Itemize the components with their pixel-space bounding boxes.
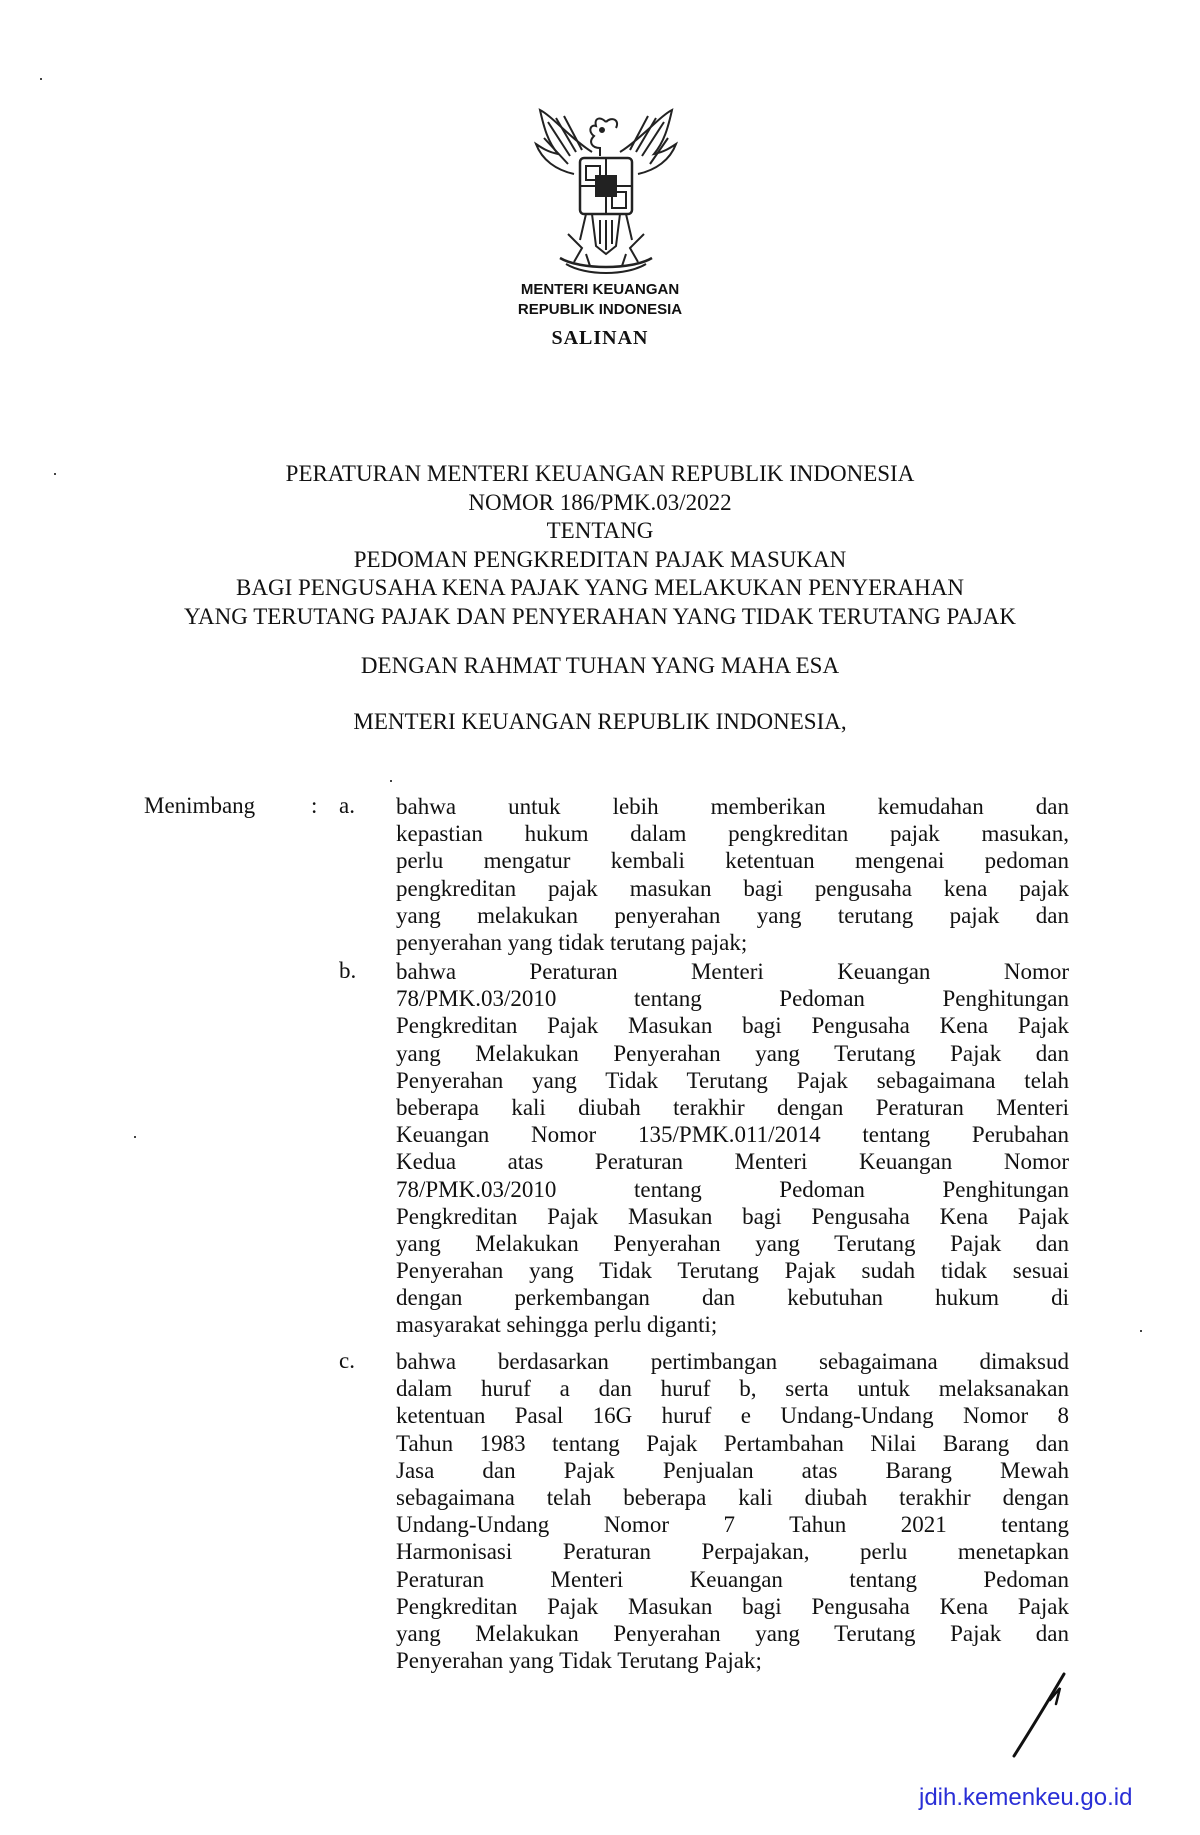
text-line: Jasa dan Pajak Penjualan atas Barang Mewah [396, 1457, 1069, 1483]
scan-speck [54, 473, 56, 475]
text-line: bahwa untuk lebih memberikan kemudahan dan [396, 794, 1069, 819]
text-line: Tahun 1983 tentang Pajak Pertambahan Nilai Barang dan [396, 1430, 1069, 1456]
text-line: Peraturan Menteri Keuangan tentang Pedoman [396, 1566, 1069, 1592]
text-line: 78/PMK.03/2010 tentang Pedoman Penghitungan [396, 986, 1069, 1012]
text-line: masyarakat sehingga perlu diganti; [396, 1312, 718, 1338]
text-line: 78/PMK.03/2010 tentang Pedoman Penghitungan [396, 1176, 1069, 1202]
text-line: yang Melakukan Penyerahan yang Terutang Pajak dan [396, 1620, 1069, 1646]
text-line: dalam huruf a dan huruf b, serta untuk melaksanakan [396, 1376, 1069, 1402]
text-line: Penyerahan yang Tidak Terutang Pajak; [396, 1648, 762, 1674]
text-line: Pengkreditan Pajak Masukan bagi Pengusaha Kena Pajak [396, 1013, 1069, 1039]
item-text [396, 1348, 1069, 1674]
scan-speck [40, 78, 42, 80]
considering-label: Menimbang [144, 793, 256, 818]
title-line: PERATURAN MENTERI KEUANGAN REPUBLIK INDONESIA [285, 461, 915, 486]
ministry-name: MENTERI KEUANGAN [520, 281, 680, 298]
issuer-heading: MENTERI KEUANGAN REPUBLIK INDONESIA, [353, 709, 847, 734]
text-line: perlu mengatur kembali ketentuan mengenai pedoman [396, 848, 1069, 874]
text-line: Penyerahan yang Tidak Terutang Pajak sudah tidak sesuai [396, 1258, 1069, 1284]
considering-colon: : [311, 793, 318, 818]
text-line: yang Melakukan Penyerahan yang Terutang Pajak dan [396, 1230, 1069, 1256]
text-line: kepastian hukum dalam pengkreditan pajak masukan, [396, 821, 1069, 847]
text-line: Pengkreditan Pajak Masukan bagi Pengusaha Kena Pajak [396, 1203, 1069, 1229]
text-line: yang Melakukan Penyerahan yang Terutang Pajak dan [396, 1040, 1069, 1066]
text-line: Undang-Undang Nomor 7 Tahun 2021 tentang [396, 1512, 1069, 1538]
text-line: yang melakukan penyerahan yang terutang pajak dan [396, 902, 1069, 928]
item-marker: b. [339, 958, 357, 983]
text-line: penyerahan yang tidak terutang pajak; [396, 929, 748, 955]
text-line: Pengkreditan Pajak Masukan bagi Pengusaha Kena Pajak [396, 1593, 1069, 1619]
source-link[interactable]: jdih.kemenkeu.go.id [919, 1784, 1133, 1811]
title-line: YANG TERUTANG PAJAK DAN PENYERAHAN YANG TIDAK TERUTANG PAJAK [183, 603, 1017, 629]
title-line: PEDOMAN PENGKREDITAN PAJAK MASUKAN [353, 546, 847, 572]
text-line: bahwa berdasarkan pertimbangan sebagaimana dimaksud [396, 1349, 1069, 1374]
text-line: pengkreditan pajak masukan bagi pengusaha kena pajak [396, 875, 1069, 901]
text-line: Keuangan Nomor 135/PMK.011/2014 tentang Perubahan [396, 1122, 1069, 1148]
text-line: Penyerahan yang Tidak Terutang Pajak sebagaimana telah [396, 1067, 1069, 1093]
scan-speck [1140, 1330, 1142, 1332]
scan-speck [390, 780, 392, 782]
regulation-title [0, 460, 1200, 631]
text-line: Kedua atas Peraturan Menteri Keuangan Nomor [396, 1149, 1069, 1175]
text-line: bahwa Peraturan Menteri Keuangan Nomor [396, 959, 1069, 984]
item-marker: c. [339, 1348, 355, 1373]
text-line: ketentuan Pasal 16G huruf e Undang-Undang Nomor 8 [396, 1403, 1069, 1429]
invocation: DENGAN RAHMAT TUHAN YANG MAHA ESA [360, 653, 840, 678]
text-line: sebagaimana telah beberapa kali diubah terakhir dengan [396, 1484, 1069, 1510]
text-line: dengan perkembangan dan kebutuhan hukum di [396, 1285, 1069, 1311]
paraf-initial-icon [1010, 1668, 1070, 1760]
title-line: TENTANG [546, 518, 654, 543]
item-text [396, 793, 1069, 956]
title-line: BAGI PENGUSAHA KENA PAJAK YANG MELAKUKAN PENYERAHAN [236, 575, 964, 600]
ministry-heading [0, 280, 1200, 320]
garuda-emblem-icon [530, 108, 682, 284]
copy-mark: SALINAN [551, 327, 649, 349]
item-text [396, 958, 1069, 1339]
text-line: beberapa kali diubah terakhir dengan Peraturan Menteri [396, 1094, 1069, 1120]
item-marker: a. [339, 793, 355, 818]
regulation-number: NOMOR 186/PMK.03/2022 [468, 489, 732, 515]
republic-name: REPUBLIK INDONESIA [517, 301, 683, 318]
scan-speck [134, 1136, 136, 1138]
text-line: Harmonisasi Peraturan Perpajakan, perlu menetapkan [396, 1539, 1069, 1565]
